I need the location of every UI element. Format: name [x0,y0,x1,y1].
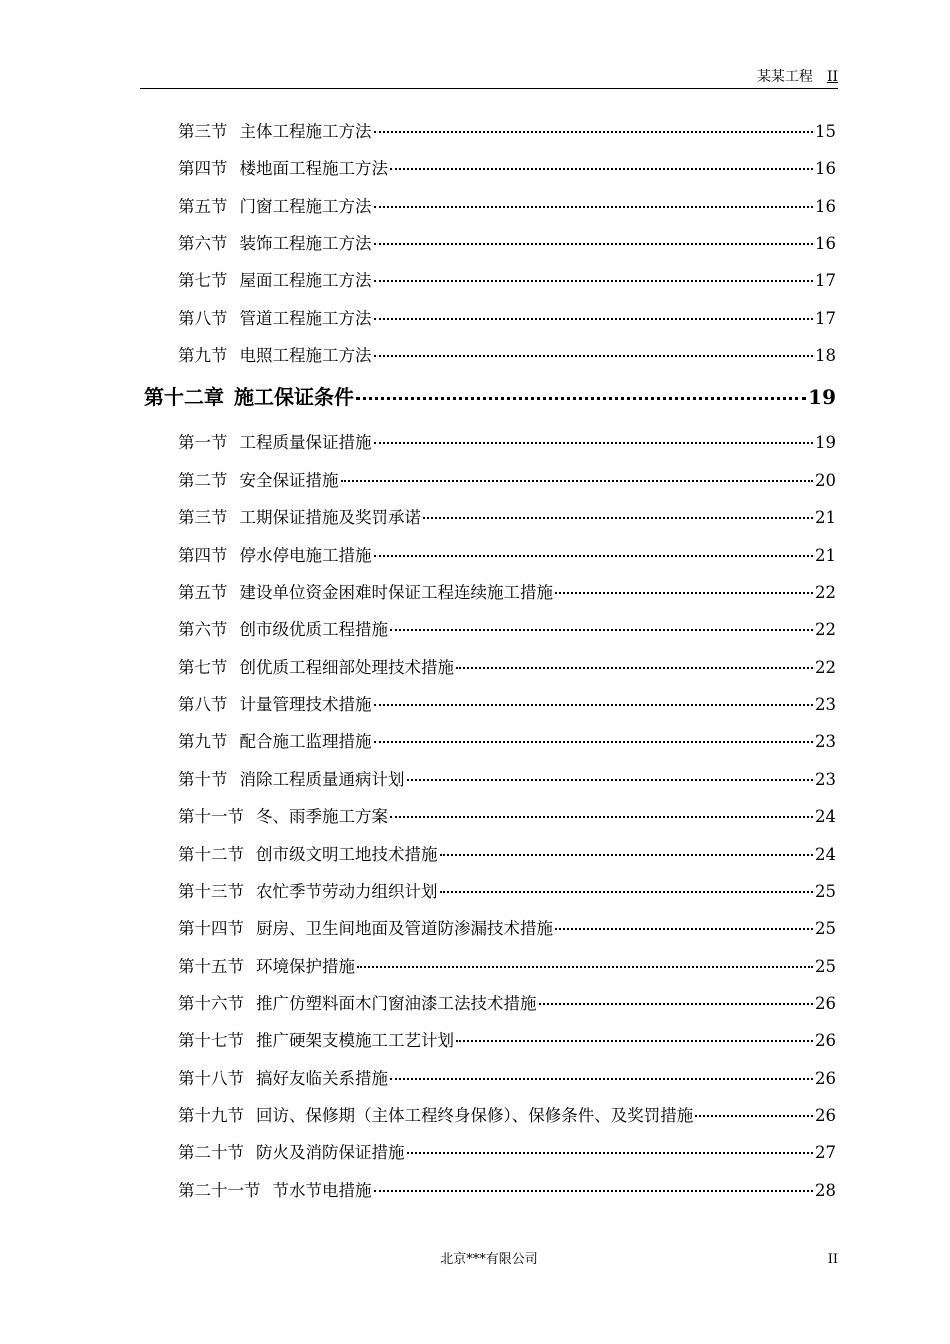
toc-entry-title: 厨房、卫生间地面及管道防渗漏技术措施 [256,919,553,938]
toc-entry-page: 28 [815,1181,836,1200]
header-page-number: II [826,69,838,85]
toc-entry-page: 26 [815,1106,836,1125]
toc-entry-title: 工程质量保证措施 [239,433,372,452]
toc-entry-label: 第二十一节 [178,1181,261,1200]
toc-entry[interactable] [178,1067,836,1091]
dot-leader [341,480,814,482]
toc-entry-title: 配合施工监理措施 [239,732,372,751]
toc-entry-label: 第二节 [178,471,228,490]
toc-entry-label: 第五节 [178,583,228,602]
toc-entry-page: 26 [815,1069,836,1088]
toc-entry[interactable] [178,1141,836,1165]
toc-entry[interactable] [178,1029,836,1053]
toc-entry[interactable] [178,1104,836,1128]
toc-entry-label: 第十一节 [178,807,244,826]
toc-entry-label: 第十节 [178,770,228,789]
page-footer [140,1250,838,1270]
dot-leader [374,704,814,706]
toc-entry[interactable] [178,307,836,331]
toc-entry[interactable] [178,955,836,979]
toc-entry-page: 26 [815,994,836,1013]
dot-leader [407,779,814,781]
toc-entry-title: 消除工程质量通病计划 [239,770,405,789]
toc-chapter-entry[interactable] [144,383,836,411]
toc-entry-page: 16 [815,159,836,178]
dot-leader [555,928,813,930]
dot-leader [356,397,806,400]
toc-entry-title: 农忙季节劳动力组织计划 [256,882,438,901]
toc-entry-page: 17 [815,309,836,328]
toc-entry-title: 推广硬架支模施工工艺计划 [256,1031,454,1050]
dot-leader [695,1115,813,1117]
toc-entry-label: 第十七节 [178,1031,244,1050]
toc-entry-title: 防火及消防保证措施 [256,1143,405,1162]
toc-entry-page: 22 [815,583,836,602]
header-title: 某某工程 [756,69,813,85]
toc-entry[interactable] [178,917,836,941]
toc-entry-page: 18 [815,346,836,365]
toc-entry-title: 创优质工程细部处理技术措施 [239,658,454,677]
toc-entry-title: 冬、雨季施工方案 [256,807,388,826]
dot-leader [374,741,814,743]
toc-entry[interactable] [178,843,836,867]
toc-entry-label: 第十五节 [178,957,244,976]
dot-leader [555,592,813,594]
toc-entry-page: 20 [815,471,836,490]
toc-entry-title: 装饰工程施工方法 [239,234,372,253]
dot-leader [357,966,813,968]
dot-leader [374,243,814,245]
toc-entry-title: 楼地面工程施工方法 [239,159,388,178]
toc-entry[interactable] [178,120,836,144]
toc-entry-page: 24 [815,807,836,826]
toc-entry-label: 第六节 [178,234,228,253]
dot-leader [390,629,813,631]
toc-entry-page: 25 [815,882,836,901]
dot-leader [374,555,814,557]
toc-entry-page: 22 [815,658,836,677]
dot-leader [374,355,814,357]
toc-entry-label: 第一节 [178,433,228,452]
toc-entry-title: 节水节电措施 [272,1181,372,1200]
toc-entry-label: 第四节 [178,159,228,178]
toc-entry-title: 创市级优质工程措施 [239,620,388,639]
toc-entry-title: 主体工程施工方法 [239,122,372,141]
toc-entry-page: 21 [815,546,836,565]
dot-leader [539,1003,814,1005]
toc-entry-title: 搞好友临关系措施 [256,1069,388,1088]
toc-entry-page: 19 [815,433,836,452]
toc-entry-page: 24 [815,845,836,864]
toc-entry[interactable] [178,618,836,642]
dot-leader [390,1078,813,1080]
toc-chapter-title: 施工保证条件 [234,385,354,409]
toc-entry[interactable] [178,730,836,754]
toc-entry-label: 第四节 [178,546,228,565]
toc-entry-label: 第五节 [178,197,228,216]
toc-chapter-page: 19 [808,385,836,409]
toc-entry[interactable] [178,693,836,717]
toc-entry[interactable] [178,232,836,256]
toc-entry-label: 第七节 [178,658,228,677]
toc-entry-title: 管道工程施工方法 [239,309,372,328]
toc-entry-title: 环境保护措施 [256,957,355,976]
toc-entry[interactable] [178,581,836,605]
toc-entry-page: 22 [815,620,836,639]
toc-entry[interactable] [178,157,836,181]
toc-entry-label: 第十九节 [178,1106,244,1125]
toc-entry[interactable] [178,768,836,792]
toc-entry[interactable] [178,469,836,493]
toc-entry-label: 第八节 [178,309,228,328]
toc-entry[interactable] [178,992,836,1016]
toc-entry-label: 第九节 [178,346,228,365]
toc-entry[interactable] [178,506,836,530]
dot-leader [374,280,814,282]
toc-entry-title: 门窗工程施工方法 [239,197,372,216]
toc-entry-page: 21 [815,508,836,527]
toc-entry-title: 计量管理技术措施 [239,695,372,714]
dot-leader [456,1040,813,1042]
dot-leader [390,168,813,170]
dot-leader [374,442,814,444]
toc-entry-page: 23 [815,770,836,789]
toc-entry-title: 屋面工程施工方法 [239,271,372,290]
toc-entry[interactable] [178,544,836,568]
dot-leader [423,517,813,519]
toc-entry[interactable] [178,195,836,219]
toc-entry[interactable] [178,269,836,293]
dot-leader [407,1152,814,1154]
toc-entry-page: 25 [815,957,836,976]
toc-entry-page: 25 [815,919,836,938]
toc-entry-title: 建设单位资金困难时保证工程连续施工措施 [239,583,553,602]
toc-entry-title: 工期保证措施及奖罚承诺 [239,508,421,527]
toc-chapter-label: 第十二章 [144,385,224,409]
toc-entry-title: 停水停电施工措施 [239,546,372,565]
toc-entry-label: 第十四节 [178,919,244,938]
toc-entry-label: 第八节 [178,695,228,714]
toc-entry[interactable] [178,656,836,680]
toc-entry-page: 17 [815,271,836,290]
dot-leader [390,816,813,818]
toc-entry-title: 回访、保修期（主体工程终身保修）、保修条件、及奖罚措施 [256,1106,694,1125]
toc-entry-label: 第十二节 [178,845,244,864]
toc-entry[interactable] [178,431,836,455]
footer-page-number: II [827,1252,838,1267]
toc-entry-title: 创市级文明工地技术措施 [256,845,438,864]
toc-entry-label: 第十六节 [178,994,244,1013]
toc-entry-page: 23 [815,732,836,751]
toc-entry-page: 15 [815,122,836,141]
dot-leader [374,1190,814,1192]
toc-entry-label: 第十八节 [178,1069,244,1088]
toc-entry-page: 27 [815,1143,836,1162]
toc-entry-label: 第三节 [178,508,228,527]
toc-entry-label: 第三节 [178,122,228,141]
toc-entry-page: 16 [815,234,836,253]
dot-leader [456,667,813,669]
toc-entry[interactable] [178,344,836,368]
toc-entry-label: 第六节 [178,620,228,639]
dot-leader [440,891,814,893]
toc-entry-page: 16 [815,197,836,216]
toc-entry[interactable] [178,805,836,829]
dot-leader [374,318,814,320]
toc-entry-title: 推广仿塑料面木门窗油漆工法技术措施 [256,994,537,1013]
toc-entry-label: 第十三节 [178,882,244,901]
toc-entry[interactable] [178,880,836,904]
toc-entry-title: 电照工程施工方法 [239,346,372,365]
toc-entry-label: 第二十节 [178,1143,244,1162]
toc-entry-label: 第九节 [178,732,228,751]
toc-entry-page: 23 [815,695,836,714]
dot-leader [374,131,814,133]
dot-leader [374,206,814,208]
toc-entry-title: 安全保证措施 [239,471,339,490]
page-header [140,66,838,89]
toc-entry-page: 26 [815,1031,836,1050]
dot-leader [440,854,814,856]
toc-entry-label: 第七节 [178,271,228,290]
toc-entry[interactable] [178,1179,836,1203]
footer-company: 北京***有限公司 [440,1252,538,1267]
